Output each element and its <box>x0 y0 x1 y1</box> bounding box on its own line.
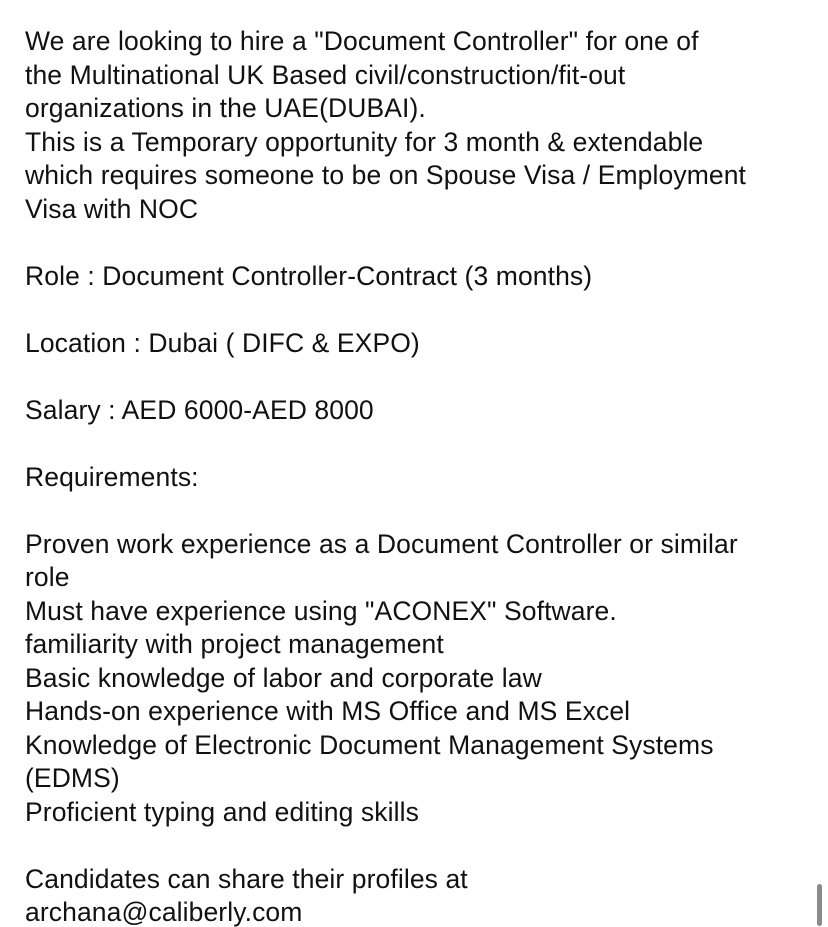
requirement-line: Proven work experience as a Document Controller or similar <box>25 528 738 559</box>
job-post-text <box>25 25 815 927</box>
intro-line: This is a Temporary opportunity for 3 month & extendable <box>25 126 704 157</box>
intro-line: organizations in the UAE(DUBAI). <box>25 93 426 123</box>
spacer <box>25 427 815 461</box>
requirement-line: familiarity with project management <box>25 629 444 659</box>
spacer <box>25 293 815 327</box>
intro-line: We are looking to hire a "Document Controller" for one of <box>25 26 699 56</box>
requirements-heading: Requirements: <box>25 461 199 492</box>
intro-line: the Multinational UK Based civil/construction/fit-out <box>25 59 626 90</box>
requirement-line: Proficient typing and editing skills <box>25 796 419 827</box>
salary-line: Salary : AED 6000-AED 8000 <box>25 394 374 425</box>
requirement-line: Knowledge of Electronic Document Management Systems <box>25 729 714 760</box>
email-link[interactable]: archana@caliberly.com <box>25 897 303 927</box>
requirement-line: role <box>25 562 70 592</box>
spacer <box>25 829 815 863</box>
requirement-line: Hands-on experience with MS Office and MS Excel <box>25 696 631 726</box>
scrollbar[interactable] <box>817 884 822 926</box>
role-line: Role : Document Controller-Contract (3 months) <box>25 260 593 291</box>
spacer <box>25 226 815 260</box>
intro-line: Visa with NOC <box>25 193 199 224</box>
requirement-line: (EDMS) <box>25 763 120 793</box>
spacer <box>25 494 815 528</box>
intro-line: which requires someone to be on Spouse Visa / Employment <box>25 160 747 190</box>
spacer <box>25 360 815 394</box>
contact-line: Candidates can share their profiles at <box>25 863 468 894</box>
requirement-line: Must have experience using "ACONEX" Software. <box>25 595 617 626</box>
requirement-line: Basic knowledge of labor and corporate law <box>25 662 542 693</box>
location-line: Location : Dubai ( DIFC & EXPO) <box>25 327 420 358</box>
